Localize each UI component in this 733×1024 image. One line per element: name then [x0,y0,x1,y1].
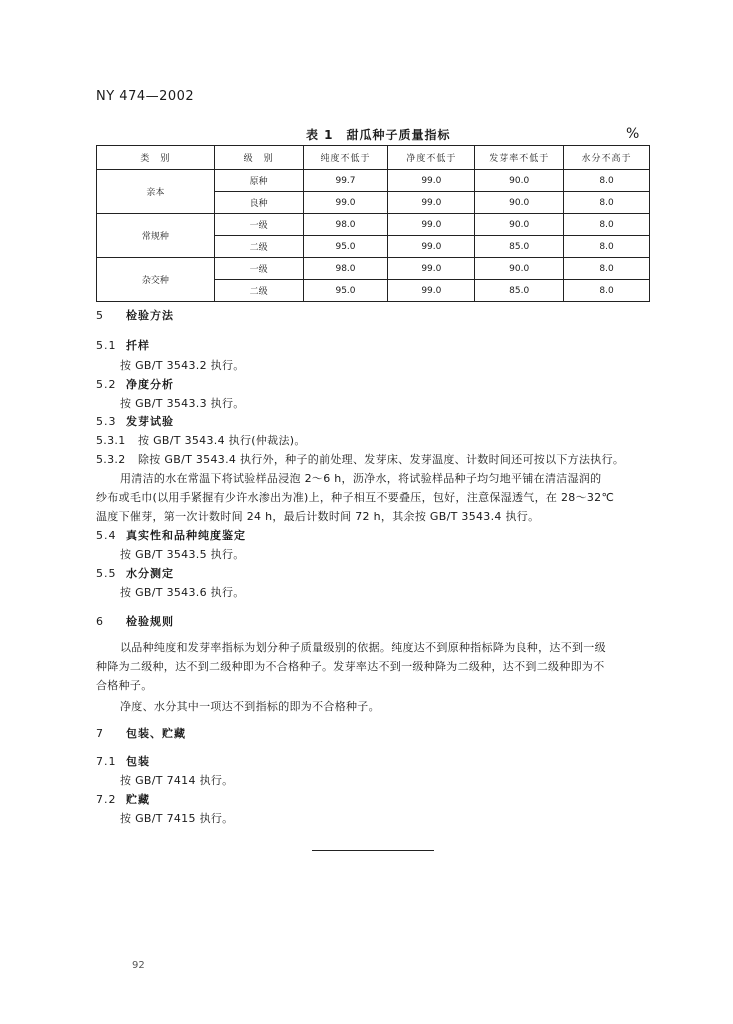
table-row [97,258,650,280]
section-6-paragraph-line: 合格种子。 [96,679,153,692]
section-number: 5.1 [96,339,117,352]
category-cell: 亲本 [97,170,215,214]
germination-cell: 90.0 [475,170,564,192]
section-7-2-heading [96,791,150,807]
section-number: 7.2 [96,793,117,806]
section-5-3-2-line: 温度下催芽，第一次计数时间 24 h，最后计数时间 72 h，其余按 GB/T 3543.4 执行。 [96,510,540,523]
table-unit: % [626,126,640,142]
section-number: 7 [96,727,104,740]
end-rule [312,850,434,851]
section-number: 7.1 [96,755,117,768]
moisture-cell: 8.0 [564,170,650,192]
section-5-3-heading [96,413,174,429]
section-5-5-body: 按 GB/T 3543.6 执行。 [120,586,245,599]
column-header: 类 别 [97,146,215,170]
section-5-4-heading [96,527,246,543]
grade-cell: 二级 [214,236,303,258]
germination-cell: 85.0 [475,280,564,302]
cleanliness-cell: 99.0 [388,280,475,302]
purity-cell: 98.0 [303,258,388,280]
cleanliness-cell: 99.0 [388,258,475,280]
germination-cell: 85.0 [475,236,564,258]
section-5-2-body: 按 GB/T 3543.3 执行。 [120,397,245,410]
section-5-4-body: 按 GB/T 3543.5 执行。 [120,548,245,561]
section-7-heading [96,725,186,741]
purity-cell: 99.0 [303,192,388,214]
category-cell: 杂交种 [97,258,215,302]
section-6-paragraph-2: 净度、水分其中一项达不到指标的即为不合格种子。 [120,700,380,713]
purity-cell: 95.0 [303,280,388,302]
section-5-1-body: 按 GB/T 3543.2 执行。 [120,359,245,372]
section-title: 包装 [126,755,150,768]
section-5-2-heading [96,376,174,392]
column-header: 发芽率不低于 [475,146,564,170]
table-row [97,214,650,236]
moisture-cell: 8.0 [564,258,650,280]
section-title: 检验方法 [126,309,174,322]
page-number: 92 [132,960,145,971]
section-number: 5.3.2 [96,453,126,466]
section-5-3-2-line: 用清洁的水在常温下将试验样品浸泡 2～6 h，沥净水，将试验样品种子均匀地平铺在清洁湿润的 [120,472,602,485]
grade-cell: 一级 [214,258,303,280]
seed-quality-table [96,145,650,302]
germination-cell: 90.0 [475,214,564,236]
section-title: 真实性和品种纯度鉴定 [126,529,246,542]
section-number: 5.2 [96,378,117,391]
column-header: 水分不高于 [564,146,650,170]
section-title: 水分测定 [126,567,174,580]
moisture-cell: 8.0 [564,214,650,236]
category-cell: 常规种 [97,214,215,258]
moisture-cell: 8.0 [564,236,650,258]
purity-cell: 95.0 [303,236,388,258]
purity-cell: 98.0 [303,214,388,236]
cleanliness-cell: 99.0 [388,236,475,258]
section-number: 5.3 [96,415,117,428]
section-number: 6 [96,615,104,628]
section-5-3-2-line: 纱布或毛巾(以用手紧握有少许水渗出为准)上，种子相互不要叠压，包好，注意保湿透气，在 28～32℃ [96,491,615,504]
table-title: 表 1 甜瓜种子质量指标 [306,128,451,142]
column-header: 纯度不低于 [303,146,388,170]
germination-cell: 90.0 [475,192,564,214]
section-number: 5.5 [96,567,117,580]
grade-cell: 一级 [214,214,303,236]
section-6-paragraph-line: 种降为二级种，达不到二级种即为不合格种子。发芽率达不到一级种降为二级种，达不到二级种即为不 [96,660,605,673]
section-body: 按 GB/T 3543.4 执行(仲裁法)。 [138,434,306,447]
moisture-cell: 8.0 [564,280,650,302]
section-7-2-body: 按 GB/T 7415 执行。 [120,812,234,825]
section-5-5-heading [96,565,174,581]
moisture-cell: 8.0 [564,192,650,214]
section-5-3-1 [96,432,306,448]
section-body: 除按 GB/T 3543.4 执行外，种子的前处理、发芽床、发芽温度、计数时间还可按以下方法执行。 [138,453,625,466]
table-header-row [97,146,650,170]
standard-code: NY 474—2002 [96,89,195,104]
section-7-1-body: 按 GB/T 7414 执行。 [120,774,234,787]
section-number: 5 [96,309,104,322]
section-6-heading [96,613,174,629]
section-6-paragraph-line: 以品种纯度和发芽率指标为划分种子质量级别的依据。纯度达不到原种指标降为良种，达不到一级 [120,641,606,654]
section-title: 检验规则 [126,615,174,628]
grade-cell: 二级 [214,280,303,302]
cleanliness-cell: 99.0 [388,192,475,214]
section-number: 5.4 [96,529,117,542]
section-5-1-heading [96,337,150,353]
cleanliness-cell: 99.0 [388,170,475,192]
grade-cell: 良种 [214,192,303,214]
section-title: 扦样 [126,339,150,352]
cleanliness-cell: 99.0 [388,214,475,236]
section-title: 贮藏 [126,793,150,806]
germination-cell: 90.0 [475,258,564,280]
section-number: 5.3.1 [96,434,126,447]
table-row [97,170,650,192]
column-header: 净度不低于 [388,146,475,170]
section-title: 包装、贮藏 [126,727,186,740]
section-title: 发芽试验 [126,415,174,428]
section-title: 净度分析 [126,378,174,391]
purity-cell: 99.7 [303,170,388,192]
section-5-3-2 [96,451,624,467]
section-5-heading [96,307,174,323]
grade-cell: 原种 [214,170,303,192]
section-7-1-heading [96,753,150,769]
column-header: 级 别 [214,146,303,170]
